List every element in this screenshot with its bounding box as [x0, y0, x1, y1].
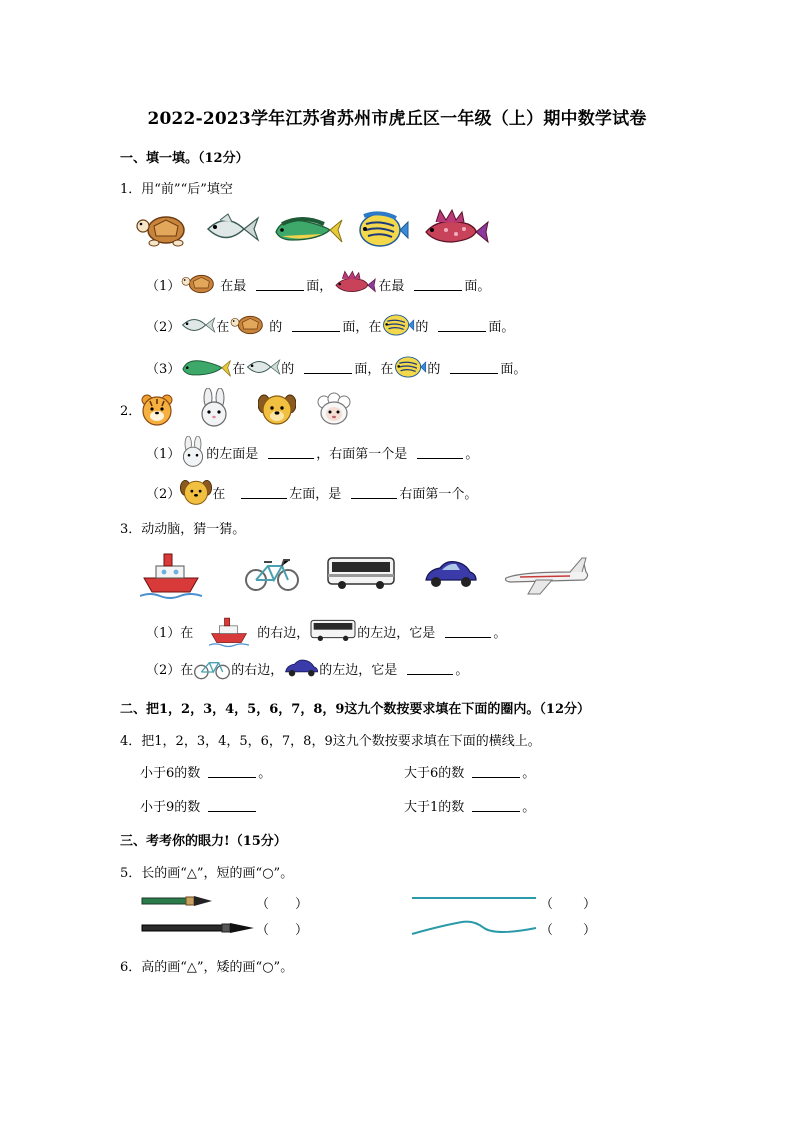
answer-blank[interactable] — [450, 361, 498, 374]
airplane-icon — [500, 550, 592, 600]
boat-icon — [209, 614, 249, 648]
q4-label-a: 小于6的数 — [140, 766, 201, 781]
q1-sub3-num: （3） — [146, 361, 181, 377]
mahi-fish-icon — [272, 212, 344, 246]
striped-fish-icon — [381, 312, 415, 338]
q1-sub1 — [146, 270, 490, 298]
q1-sub2-text2: 的 — [269, 319, 283, 335]
q2-sub1-text2: ，右面第一个是 — [316, 446, 408, 462]
car-icon — [422, 558, 478, 590]
answer-blank[interactable] — [208, 765, 256, 778]
q1-sub3-text5: 面。 — [500, 361, 527, 377]
q1-sub3 — [146, 354, 526, 380]
silver-fish-icon — [204, 210, 260, 248]
rabbit-icon — [198, 388, 230, 428]
q2-sub1-num: （1） — [146, 446, 181, 462]
answer-blank[interactable] — [472, 799, 520, 812]
q3-sub2-text2: 的左边，它是 — [319, 662, 398, 678]
q2-sub1-text3: 。 — [465, 446, 479, 462]
striped-fish-icon — [393, 354, 427, 380]
long-brush-icon — [138, 917, 256, 939]
mahi-fish-icon — [180, 354, 232, 380]
q4-label-d: 大于1的数 — [404, 800, 465, 815]
rabbit-icon — [180, 436, 206, 468]
answer-blank[interactable] — [241, 486, 287, 499]
dog-icon — [180, 478, 212, 506]
q1-sub3-text1: 在 — [232, 361, 246, 377]
bus-icon — [326, 556, 396, 592]
q3-sub1-text1: 的右边， — [257, 625, 310, 641]
q1-sub3-text3: 面，在 — [354, 361, 394, 377]
q3-sub2-num: （2）在 — [146, 662, 194, 678]
q3-sub1-num: （1）在 — [146, 625, 194, 641]
car-icon — [283, 657, 319, 679]
q1-sub2-num: （2） — [146, 319, 181, 335]
q1-sub1-text2: 面， — [306, 278, 333, 294]
answer-blank[interactable] — [417, 446, 463, 459]
section-2-heading: 二、把1，2，3，4，5，6，7，8，9这九个数按要求填在下面的圈内。（12分） — [120, 702, 590, 717]
q4-label-c: 小于9的数 — [140, 800, 201, 815]
answer-blank[interactable] — [351, 486, 397, 499]
tiger-icon — [140, 392, 174, 426]
q4-row-d — [404, 796, 535, 815]
q1-sub2-text3: 面，在 — [342, 319, 382, 335]
bicycle-icon — [244, 556, 300, 592]
q4-row-a — [140, 762, 271, 781]
q4-end-b: 。 — [522, 766, 536, 781]
q5-answer-3[interactable]: （ ） — [540, 897, 597, 912]
q2-sub2-text3: 右面第一个。 — [399, 486, 478, 502]
q4-label-b: 大于6的数 — [404, 766, 465, 781]
answer-blank[interactable] — [445, 625, 491, 638]
turtle-icon — [180, 272, 220, 296]
answer-blank[interactable] — [268, 446, 314, 459]
dog-icon — [258, 392, 296, 426]
sheep-icon — [316, 392, 352, 426]
q4-prompt: 4．把1，2，3，4，5，6，7，8，9这九个数按要求填在下面的横线上。 — [120, 734, 541, 749]
q3-sub1-text3: 。 — [493, 625, 507, 641]
answer-blank[interactable] — [208, 799, 256, 812]
q3-sub2 — [146, 656, 468, 680]
q1-sub1-text1: 在最 — [220, 278, 247, 294]
section-1-heading: 一、填一填。（12分） — [120, 151, 249, 166]
silver-fish-icon — [245, 354, 281, 380]
q4-end-d: 。 — [522, 800, 536, 815]
striped-fish-icon — [356, 210, 410, 250]
q2-sub2-num: （2） — [146, 486, 181, 502]
silver-fish-icon — [180, 312, 216, 338]
red-fish-icon — [332, 270, 378, 298]
q5-answer-2[interactable]: （ ） — [256, 923, 309, 938]
q1-prompt: 1．用“前”“后”填空 — [120, 182, 233, 197]
q3-prompt: 3．动动脑，猜一猜。 — [120, 522, 246, 537]
q4-end-a: 。 — [258, 766, 272, 781]
boat-icon — [140, 548, 202, 600]
q3-vehicle-row — [140, 546, 596, 602]
q1-sub1-text4: 面。 — [464, 278, 491, 294]
q2-sub2 — [146, 478, 477, 506]
turtle-icon — [229, 313, 269, 337]
answer-blank[interactable] — [304, 361, 352, 374]
page-title: 2022-2023学年江苏省苏州市虎丘区一年级（上）期中数学试卷 — [147, 109, 647, 129]
q4-row-c — [140, 796, 258, 815]
answer-blank[interactable] — [472, 765, 520, 778]
bicycle-icon — [193, 656, 231, 680]
answer-blank[interactable] — [292, 319, 340, 332]
answer-blank[interactable] — [414, 278, 462, 291]
q1-sub2-text4: 的 — [415, 319, 429, 335]
q2-sub2-text1: 在 — [212, 486, 226, 502]
q4-row-b — [404, 762, 535, 781]
turtle-icon — [136, 212, 192, 248]
line-segments-icon — [410, 894, 540, 938]
q1-sub2 — [146, 312, 514, 338]
answer-blank[interactable] — [256, 278, 304, 291]
q1-sub3-text4: 的 — [427, 361, 441, 377]
q2-sub1-text1: 的左面是 — [206, 446, 259, 462]
q2-prompt: 2． — [120, 404, 142, 419]
q2-sub2-text2: 左面，是 — [289, 486, 342, 502]
q6-prompt: 6．高的画“△”，矮的画“○”。 — [120, 960, 294, 975]
q1-sub2-text1: 在 — [216, 319, 230, 335]
q1-animal-row — [136, 208, 496, 252]
answer-blank[interactable] — [438, 319, 486, 332]
q3-sub1 — [146, 614, 506, 648]
q5-answer-4[interactable]: （ ） — [540, 923, 597, 938]
short-brush-icon — [138, 890, 218, 912]
q3-sub1-text2: 的左边，它是 — [357, 625, 436, 641]
q3-sub2-text3: 。 — [455, 662, 469, 678]
answer-blank[interactable] — [407, 662, 453, 675]
q5-answer-1[interactable]: （ ） — [256, 897, 309, 912]
bus-icon — [309, 619, 357, 643]
q5-prompt: 5．长的画“△”，短的画“○”。 — [120, 866, 294, 881]
q1-sub1-num: （1） — [146, 278, 181, 294]
q1-sub2-text5: 面。 — [488, 319, 515, 335]
red-fish-icon — [422, 208, 490, 252]
q2-sub1 — [146, 436, 478, 468]
q3-sub2-text1: 的右边， — [231, 662, 284, 678]
q1-sub1-text3: 在最 — [378, 278, 405, 294]
q2-animal-row — [140, 392, 360, 430]
q1-sub3-text2: 的 — [281, 361, 295, 377]
section-3-heading: 三、考考你的眼力!（15分） — [120, 834, 287, 849]
